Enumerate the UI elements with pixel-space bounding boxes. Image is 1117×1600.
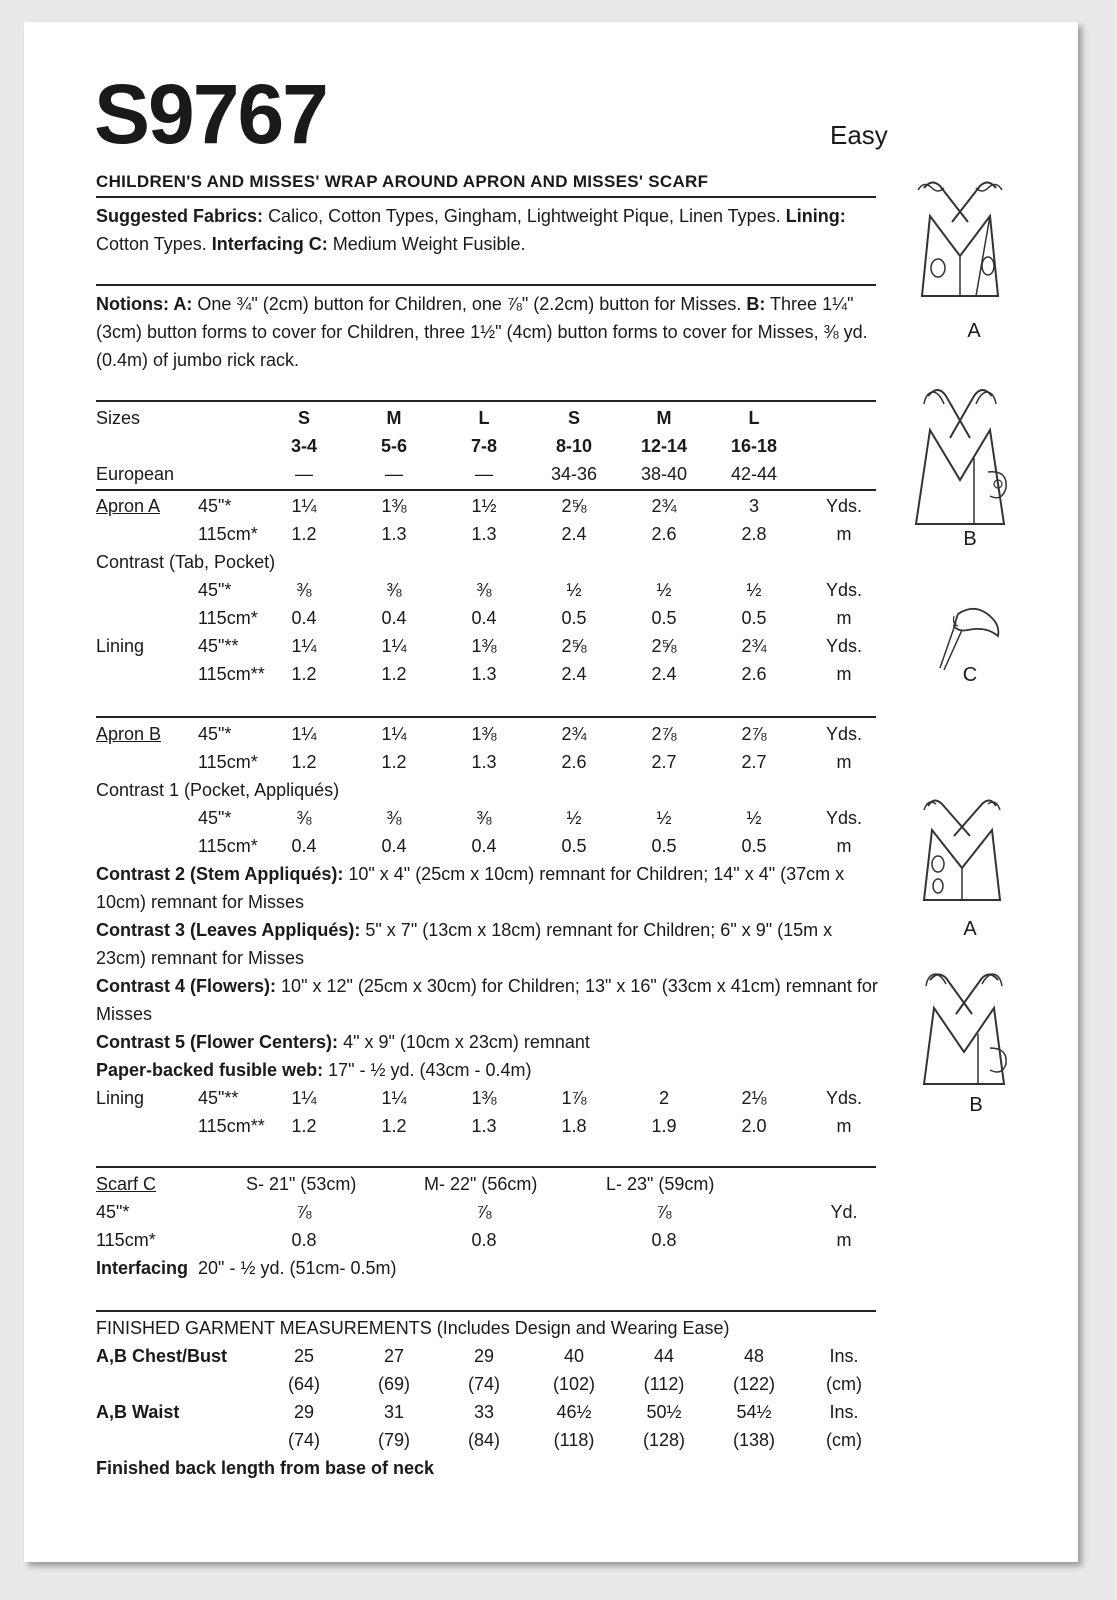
- divider: [96, 1166, 876, 1168]
- view-label-c: C: [962, 664, 978, 686]
- divider: [96, 284, 876, 286]
- finished-heading: FINISHED GARMENT MEASUREMENTS (Includes Design and Wearing Ease): [96, 1318, 730, 1338]
- yardage-value: 0.5: [651, 836, 677, 856]
- yardage-value: 0.8: [651, 1230, 677, 1250]
- yardage-value: 0.4: [291, 608, 317, 628]
- fabric-width: 45"*: [96, 1202, 130, 1222]
- fabric-width: 115cm*: [198, 836, 258, 856]
- yardage-value: 1.2: [291, 524, 317, 544]
- fabric-width: 115cm*: [198, 752, 258, 772]
- contrast-2: Contrast 2 (Stem Appliqués): 10" x 4" (25cm x 10cm) remnant for Children; 14" x 4" (37cm x 10cm) remnant for Misses: [96, 864, 845, 912]
- fabric-width: 115cm**: [198, 1116, 265, 1136]
- size-numbers-cell: 16-18: [730, 436, 778, 456]
- yardage-value: ⅞: [296, 1202, 312, 1222]
- measurement-value: 54½: [736, 1402, 772, 1422]
- scarf-c-label: Scarf C: [96, 1174, 157, 1194]
- yardage-value: 1¼: [291, 724, 317, 744]
- apron-b-contrast1-label: Contrast 1 (Pocket, Appliqués): [96, 780, 340, 800]
- yardage-value: 1.2: [291, 1116, 317, 1136]
- yardage-value: ⅜: [296, 580, 312, 600]
- yardage-value: ½: [746, 808, 762, 828]
- yardage-value: ⅞: [656, 1202, 672, 1222]
- apron-b-label: Apron B: [96, 724, 162, 744]
- yardage-value: 0.5: [741, 608, 767, 628]
- fabric-width: 115cm*: [198, 608, 258, 628]
- yardage-value: ⅜: [476, 808, 492, 828]
- fabric-width: 45"**: [198, 1088, 239, 1108]
- yardage-value: ⅜: [386, 808, 402, 828]
- size-european-cell: 38-40: [640, 464, 688, 484]
- yardage-value: 2: [658, 1088, 669, 1108]
- measurement-value: 40: [563, 1346, 585, 1366]
- yardage-value: 1⅜: [471, 724, 497, 744]
- yardage-unit: Yd.: [830, 1202, 858, 1222]
- size-european-cell: —: [385, 464, 403, 484]
- yardage-value: 2.4: [561, 524, 587, 544]
- fabric-width: 115cm*: [96, 1230, 156, 1250]
- yardage-value: ⅞: [476, 1202, 492, 1222]
- yardage-value: 2.8: [741, 524, 767, 544]
- yardage-unit: m: [836, 608, 852, 628]
- size-european-cell: —: [475, 464, 493, 484]
- yardage-value: 1¼: [291, 496, 317, 516]
- size-letters-cell: M: [656, 408, 672, 428]
- measurement-value: 25: [293, 1346, 315, 1366]
- yardage-value: 1.2: [381, 752, 407, 772]
- pattern-envelope-back: [24, 22, 1078, 1562]
- yardage-value: 1½: [471, 496, 497, 516]
- yardage-unit: Yds.: [825, 580, 863, 600]
- yardage-unit: Yds.: [825, 808, 863, 828]
- view-label-a: A: [967, 320, 981, 342]
- measurement-value: (138): [732, 1430, 776, 1450]
- yardage-value: 1¼: [291, 1088, 317, 1108]
- yardage-value: 2⅝: [561, 636, 587, 656]
- fabric-width: 45"*: [198, 496, 232, 516]
- measurement-unit: Ins.: [829, 1402, 859, 1422]
- suggested-fabrics: Suggested Fabrics: Calico, Cotton Types, Gingham, Lightweight Pique, Linen Types. Lining: Cotton Types. Interfacing C: Medium Weight Fusible.: [96, 206, 846, 254]
- measurement-value: (84): [467, 1430, 500, 1450]
- size-letters-cell: S: [567, 408, 580, 428]
- measurement-value: (69): [377, 1374, 410, 1394]
- yardage-value: 2¾: [561, 724, 587, 744]
- size-numbers-cell: 8-10: [555, 436, 593, 456]
- yardage-value: 3: [748, 496, 759, 516]
- yardage-value: 1.3: [471, 524, 497, 544]
- divider: [96, 1310, 876, 1312]
- back-length-label: Finished back length from base of neck: [96, 1458, 435, 1478]
- yardage-value: 2⅝: [561, 496, 587, 516]
- divider: [96, 489, 876, 491]
- yardage-value: ⅜: [476, 580, 492, 600]
- contrast-4: Contrast 4 (Flowers): 10" x 12" (25cm x 30cm) for Children; 13" x 16" (33cm x 41cm) remnant for Misses: [96, 976, 878, 1024]
- yardage-value: 2⅞: [651, 724, 677, 744]
- yardage-value: 2⅝: [651, 636, 677, 656]
- fabric-width: 45"*: [198, 808, 232, 828]
- size-letters-cell: L: [478, 408, 490, 428]
- yardage-unit: m: [836, 1230, 852, 1250]
- yardage-value: 2.6: [651, 524, 677, 544]
- yardage-unit: m: [836, 524, 852, 544]
- yardage-value: 1⅜: [381, 496, 407, 516]
- view-label-a-back: A: [963, 918, 977, 940]
- size-letters-cell: S: [297, 408, 310, 428]
- yardage-value: 1.3: [381, 524, 407, 544]
- yardage-value: 1¼: [381, 1088, 407, 1108]
- yardage-value: 2.6: [561, 752, 587, 772]
- apron-a-back-sketch: [914, 790, 1010, 910]
- yardage-value: 2.7: [741, 752, 767, 772]
- yardage-value: 2⅞: [741, 724, 767, 744]
- yardage-value: 1.2: [291, 664, 317, 684]
- apron-a-label: Apron A: [96, 496, 161, 516]
- yardage-value: 0.4: [291, 836, 317, 856]
- yardage-value: 0.4: [381, 608, 407, 628]
- difficulty-label: Easy: [830, 120, 888, 150]
- yardage-value: 1⅜: [471, 1088, 497, 1108]
- contrast-3: Contrast 3 (Leaves Appliqués): 5" x 7" (13cm x 18cm) remnant for Children; 6" x 9" (15m x 23cm) remnant for Misses: [96, 920, 833, 968]
- view-label-b: B: [963, 528, 977, 550]
- yardage-value: ½: [566, 808, 582, 828]
- yardage-value: 0.8: [291, 1230, 317, 1250]
- yardage-value: 1.2: [381, 664, 407, 684]
- size-european-cell: 42-44: [730, 464, 778, 484]
- divider: [96, 716, 876, 718]
- size-numbers-cell: 7-8: [470, 436, 497, 456]
- measurement-value: (112): [643, 1374, 685, 1394]
- yardage-value: 1.3: [471, 664, 497, 684]
- measurement-value: (128): [642, 1430, 686, 1450]
- yardage-value: 1¼: [381, 724, 407, 744]
- scarf-interfacing: Interfacing 20" - ½ yd. (51cm- 0.5m): [96, 1258, 397, 1278]
- waist-label: A,B Waist: [96, 1402, 180, 1422]
- measurement-value: 33: [473, 1402, 495, 1422]
- measurement-value: 44: [653, 1346, 675, 1366]
- measurement-value: (74): [467, 1374, 500, 1394]
- measurement-value: 48: [743, 1346, 765, 1366]
- yardage-value: ½: [656, 580, 672, 600]
- yardage-value: 2¾: [651, 496, 677, 516]
- measurement-value: (74): [287, 1430, 320, 1450]
- apron-a-child-sketch: [910, 170, 1010, 310]
- measurement-value: 50½: [646, 1402, 682, 1422]
- yardage-value: 1.3: [471, 752, 497, 772]
- yardage-value: 1.2: [291, 752, 317, 772]
- size-numbers-cell: 12-14: [640, 436, 688, 456]
- yardage-value: 2⅛: [741, 1088, 767, 1108]
- yardage-value: ½: [566, 580, 582, 600]
- yardage-value: ½: [656, 808, 672, 828]
- yardage-value: ½: [746, 580, 762, 600]
- fabric-width: 45"*: [198, 724, 232, 744]
- yardage-value: 2.4: [561, 664, 587, 684]
- size-european-cell: 34-36: [550, 464, 598, 484]
- yardage-unit: Yds.: [825, 636, 863, 656]
- size-numbers-cell: 5-6: [380, 436, 407, 456]
- yardage-value: ⅜: [296, 808, 312, 828]
- yardage-value: 0.5: [561, 836, 587, 856]
- yardage-value: 2.6: [741, 664, 767, 684]
- pattern-subtitle: CHILDREN'S AND MISSES' WRAP AROUND APRON AND MISSES' SCARF: [96, 172, 709, 191]
- yardage-unit: Yds.: [825, 724, 863, 744]
- scarf-size-s: S- 21" (53cm): [246, 1174, 357, 1194]
- view-label-b-back: B: [969, 1094, 983, 1116]
- fabric-width: 45"**: [198, 636, 239, 656]
- apron-a-contrast-label: Contrast (Tab, Pocket): [96, 552, 276, 572]
- size-letters-cell: L: [748, 408, 760, 428]
- notions: Notions: A: One ¾" (2cm) button for Children, one ⅞" (2.2cm) button for Misses. B: Three 1¼" (3cm) button forms to cover for Children, three 1½" (4cm) button forms to cover for Misses, ⅜ yd. (0.4m) of jumbo rick rack.: [96, 294, 868, 370]
- yardage-value: 1¼: [291, 636, 317, 656]
- fabric-width: 115cm*: [198, 524, 258, 544]
- yardage-value: 0.4: [471, 836, 497, 856]
- sizes-label: Sizes: [96, 408, 141, 428]
- divider: [96, 400, 876, 402]
- measurement-value: (118): [553, 1430, 595, 1450]
- fabric-width: 45"*: [198, 580, 232, 600]
- apron-b-misses-sketch: [908, 380, 1012, 540]
- fusible-web: Paper-backed fusible web: 17" - ½ yd. (43cm - 0.4m): [96, 1060, 532, 1080]
- apron-b-back-sketch: [914, 964, 1014, 1094]
- yardage-value: 0.5: [651, 608, 677, 628]
- yardage-unit: m: [836, 664, 852, 684]
- measurement-value: 29: [473, 1346, 495, 1366]
- size-letters-cell: M: [386, 408, 402, 428]
- yardage-unit: m: [836, 1116, 852, 1136]
- yardage-unit: m: [836, 836, 852, 856]
- yardage-value: 1⅞: [561, 1088, 587, 1108]
- measurement-unit: (cm): [826, 1430, 862, 1450]
- yardage-value: 2.0: [741, 1116, 767, 1136]
- measurement-value: (122): [732, 1374, 776, 1394]
- yardage-unit: Yds.: [825, 496, 863, 516]
- yardage-value: 2¾: [741, 636, 767, 656]
- yardage-value: ⅜: [386, 580, 402, 600]
- yardage-value: 2.4: [651, 664, 677, 684]
- yardage-unit: Yds.: [825, 1088, 863, 1108]
- yardage-value: 0.4: [471, 608, 497, 628]
- measurement-value: (79): [377, 1430, 410, 1450]
- yardage-value: 0.5: [561, 608, 587, 628]
- yardage-value: 1.2: [381, 1116, 407, 1136]
- pattern-number: S9767: [94, 67, 327, 161]
- size-numbers-cell: 3-4: [290, 436, 317, 456]
- measurement-unit: Ins.: [829, 1346, 859, 1366]
- apron-a-lining-label: Lining: [96, 636, 145, 656]
- size-european-cell: —: [295, 464, 313, 484]
- yardage-value: 1⅜: [471, 636, 497, 656]
- yardage-value: 0.8: [471, 1230, 497, 1250]
- divider: [96, 196, 876, 198]
- apron-b-lining-label: Lining: [96, 1088, 145, 1108]
- yardage-value: 1¼: [381, 636, 407, 656]
- european-label: European: [96, 464, 175, 484]
- measurement-value: 46½: [556, 1402, 592, 1422]
- scarf-size-m: M- 22" (56cm): [424, 1174, 538, 1194]
- yardage-value: 2.7: [651, 752, 677, 772]
- yardage-value: 1.3: [471, 1116, 497, 1136]
- measurement-value: 27: [383, 1346, 405, 1366]
- measurement-value: (64): [287, 1374, 320, 1394]
- measurement-value: (102): [552, 1374, 596, 1394]
- yardage-value: 0.5: [741, 836, 767, 856]
- fabric-width: 115cm**: [198, 664, 265, 684]
- yardage-value: 1.9: [651, 1116, 677, 1136]
- chest-label: A,B Chest/Bust: [96, 1346, 228, 1366]
- contrast-5: Contrast 5 (Flower Centers): 4" x 9" (10cm x 23cm) remnant: [96, 1032, 590, 1052]
- scarf-size-l: L- 23" (59cm): [606, 1174, 715, 1194]
- measurement-unit: (cm): [826, 1374, 862, 1394]
- measurement-value: 29: [293, 1402, 315, 1422]
- yardage-unit: m: [836, 752, 852, 772]
- measurement-value: 31: [383, 1402, 405, 1422]
- yardage-value: 0.4: [381, 836, 407, 856]
- yardage-value: 1.8: [561, 1116, 587, 1136]
